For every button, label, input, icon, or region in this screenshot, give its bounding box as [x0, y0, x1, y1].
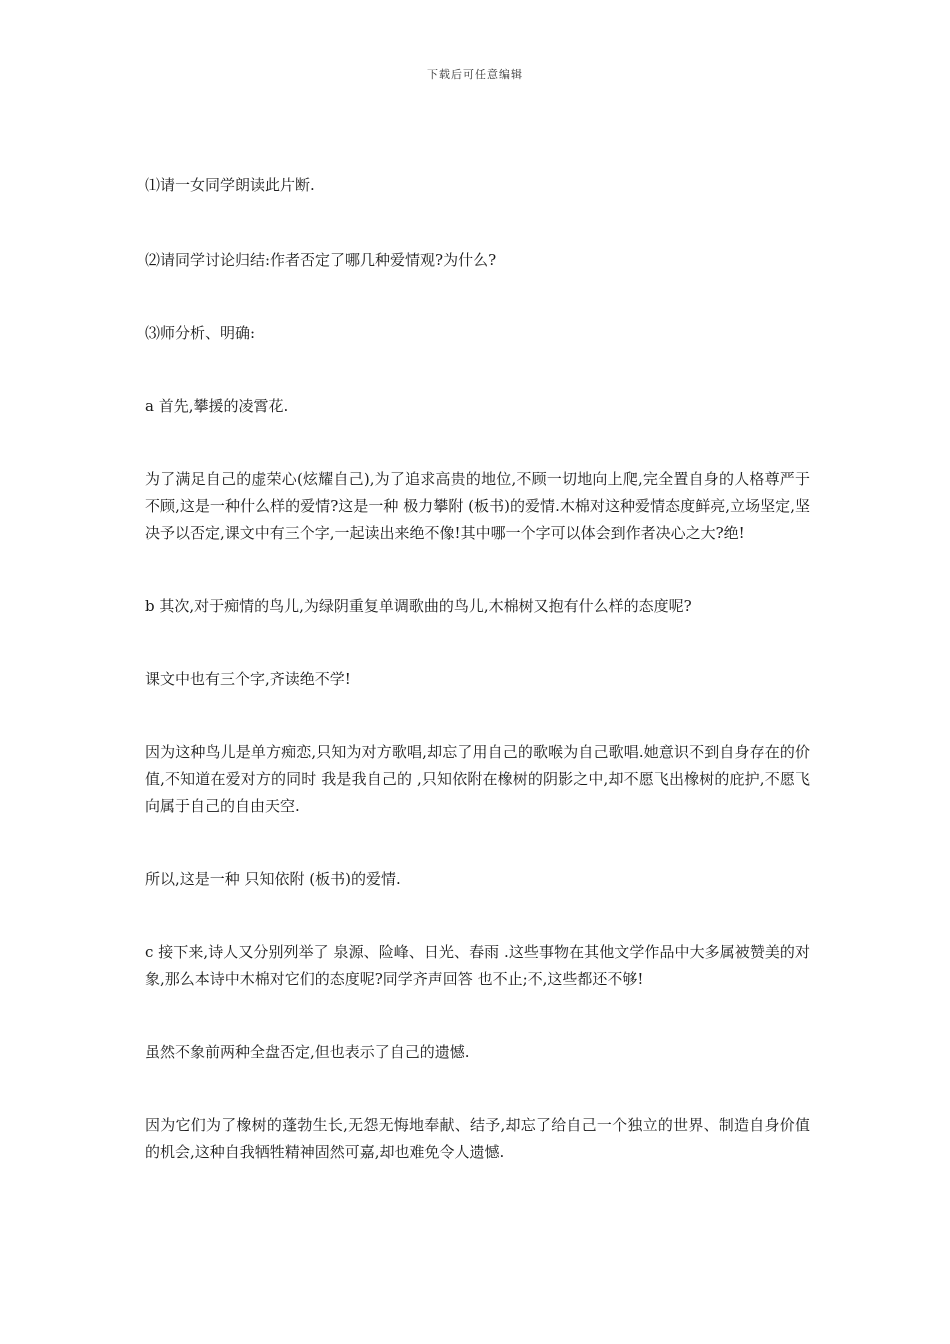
paragraph-1: ⑴请一女同学朗读此片断.: [145, 176, 315, 194]
paragraph-8: 因为这种鸟儿是单方痴恋,只知为对方歌唱,却忘了用自己的歌喉为自己歌唱.她意识不到自身存在的价值,不知道在爱对方的同时 我是我自己的 ,只知依附在橡树的阴影之中,却不愿飞出橡树的庇护,不愿飞向属于自己的自由天空.: [145, 743, 810, 815]
paragraph-9: 所以,这是一种 只知依附 (板书)的爱情.: [145, 870, 401, 888]
paragraph-4: a 首先,攀援的凌霄花.: [145, 397, 289, 415]
paragraph-11: 虽然不象前两种全盘否定,但也表示了自己的遗憾.: [145, 1043, 470, 1061]
paragraph-3: ⑶师分析、明确:: [145, 324, 256, 342]
paragraph-7: 课文中也有三个字,齐读绝不学!: [145, 670, 351, 688]
paragraph-12: 因为它们为了橡树的蓬勃生长,无怨无悔地奉献、结予,却忘了给自己一个独立的世界、制造自身价值的机会,这种自我牺牲精神固然可嘉,却也难免令人遗憾.: [145, 1116, 810, 1161]
paragraph-2: ⑵请同学讨论归结:作者否定了哪几种爱情观?为什么?: [145, 251, 497, 269]
paragraph-5: 为了满足自己的虚荣心(炫耀自己),为了追求高贵的地位,不顾一切地向上爬,完全置自身的人格尊严于不顾,这是一种什么样的爱情?这是一种 极力攀附 (板书)的爱情.木棉对这种爱情态度鲜亮,立场坚定,坚决予以否定,课文中有三个字,一起读出来绝不像!其中哪一个字可以体会到作者决心之大?绝!: [145, 470, 810, 542]
document-body: [145, 172, 810, 1166]
page-header: 下载后可任意编辑: [427, 68, 523, 81]
paragraph-10: c 接下来,诗人又分别列举了 泉源、险峰、日光、春雨 .这些事物在其他文学作品中大多属被赞美的对象,那么本诗中木棉对它们的态度呢?同学齐声回答 也不止;不,这些都还不够!: [145, 943, 810, 988]
paragraph-6: b 其次,对于痴情的鸟儿,为绿阴重复单调歌曲的鸟儿,木棉树又抱有什么样的态度呢?: [145, 597, 692, 615]
